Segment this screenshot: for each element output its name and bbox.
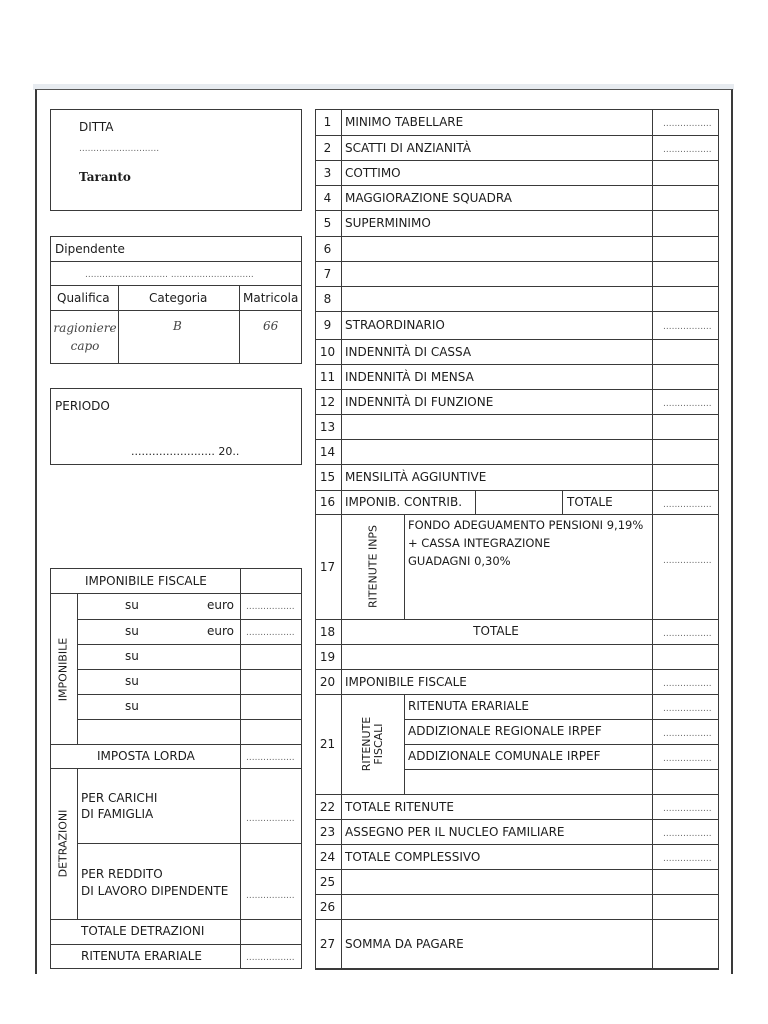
reddito-line-1: PER REDDITO xyxy=(81,867,163,881)
row-divider xyxy=(315,514,719,515)
row-totale-label: TOTALE xyxy=(567,495,613,509)
row-label: MINIMO TABELLARE xyxy=(345,115,464,129)
row-divider xyxy=(315,919,719,920)
row-divider xyxy=(315,311,719,312)
row-divider xyxy=(315,135,719,136)
ditta-box xyxy=(50,109,302,211)
row-divider xyxy=(315,969,719,970)
cell-divider xyxy=(404,719,719,720)
reddito-dots: ................. xyxy=(246,891,295,901)
row-label: SCATTI DI ANZIANITÀ xyxy=(345,140,471,155)
row-number: 13 xyxy=(319,419,336,434)
row-label: TOTALE COMPLESSIVO xyxy=(345,849,481,864)
row-divider xyxy=(315,894,719,895)
ritenute-fiscali-label xyxy=(361,704,385,784)
row-number: 26 xyxy=(319,899,336,914)
cell-divider xyxy=(562,490,563,514)
reddito-line-2: DI LAVORO DIPENDENTE xyxy=(81,884,229,898)
categoria-value: B xyxy=(173,319,182,333)
row-divider xyxy=(315,389,719,390)
row-label: COTTIMO xyxy=(345,165,401,180)
row-divider xyxy=(315,210,719,211)
value-dots: ................. xyxy=(663,704,712,714)
row-number: 4 xyxy=(323,190,332,205)
imponibile-su-5: su xyxy=(125,699,139,713)
row-label: INDENNITÀ DI CASSA xyxy=(345,344,472,359)
row-label: MENSILITÀ AGGIUNTIVE xyxy=(345,470,487,484)
ditta-city: Taranto xyxy=(79,170,131,184)
row-divider xyxy=(315,464,719,465)
row-number: 10 xyxy=(319,344,336,359)
row-divider xyxy=(315,286,719,287)
periodo-date: ........................ 20.. xyxy=(131,445,240,458)
row-label: IMPONIBILE FISCALE xyxy=(345,674,467,689)
row-divider xyxy=(315,490,719,491)
imponibile-euro-1: euro xyxy=(207,598,234,612)
ritenute-inps-label: RITENUTE INPS xyxy=(366,524,379,608)
categoria-header: Categoria xyxy=(149,291,208,305)
row-divider xyxy=(315,869,719,870)
row-number: 24 xyxy=(319,849,336,864)
row-number: 23 xyxy=(319,824,336,839)
imponibile-dots-2: ................. xyxy=(246,628,295,638)
matricola-header: Matricola xyxy=(243,291,299,305)
matricola-value: 66 xyxy=(263,319,279,333)
row-divider xyxy=(315,160,719,161)
row-label: SUPERMINIMO xyxy=(345,216,431,230)
value-dots: ................. xyxy=(663,556,712,566)
inps-line: FONDO ADEGUAMENTO PENSIONI 9,19% xyxy=(408,518,644,532)
value-dots: ................. xyxy=(663,828,712,839)
row-label: TOTALE xyxy=(473,624,519,638)
row-number: 18 xyxy=(319,624,336,639)
row-number: 19 xyxy=(319,649,336,664)
ritenuta-erariale-label: RITENUTA ERARIALE xyxy=(81,949,202,963)
row-number: 5 xyxy=(323,216,332,230)
row-divider xyxy=(315,339,719,340)
value-dots: ................. xyxy=(663,678,712,689)
row-divider xyxy=(315,236,719,237)
row-number: 1 xyxy=(323,115,332,129)
row-divider xyxy=(315,185,719,186)
cell-divider xyxy=(404,744,719,745)
row-divider xyxy=(315,669,719,670)
value-dots: ................. xyxy=(663,629,712,639)
qualifica-header: Qualifica xyxy=(57,291,110,305)
ritenute-fiscali-line: RITENUTE xyxy=(359,716,373,772)
row-divider xyxy=(315,261,719,262)
row-number: 7 xyxy=(323,266,332,281)
row-number: 15 xyxy=(319,470,336,484)
fiscali-sub-label: ADDIZIONALE REGIONALE IRPEF xyxy=(408,724,602,738)
row-number: 16 xyxy=(319,495,336,509)
imposta-lorda-dots: ................. xyxy=(246,753,295,763)
row-divider xyxy=(315,794,719,795)
row-number: 21 xyxy=(319,737,336,751)
row-number: 9 xyxy=(323,318,332,332)
imponibile-su-3: su xyxy=(125,649,139,663)
value-dots: ................. xyxy=(663,853,712,864)
inps-line: GUADAGNI 0,30% xyxy=(408,554,511,568)
imponibile-vertical-label: IMPONIBILE xyxy=(56,637,70,702)
row-label: IMPONIB. CONTRIB. xyxy=(345,495,463,509)
periodo-box xyxy=(50,388,302,465)
value-dots: ................. xyxy=(663,803,712,814)
fiscali-sub-label: ADDIZIONALE COMUNALE IRPEF xyxy=(408,749,601,763)
totale-detrazioni-label: TOTALE DETRAZIONI xyxy=(81,924,205,938)
imponibile-fiscale-label: IMPONIBILE FISCALE xyxy=(85,574,207,588)
row-label: INDENNITÀ DI MENSA xyxy=(345,369,474,384)
row-number: 3 xyxy=(323,165,332,180)
row-number: 25 xyxy=(319,874,336,889)
carichi-dots: ................. xyxy=(246,814,295,824)
dipendente-blank: ............................. ............................. xyxy=(85,270,254,280)
inps-line: + CASSA INTEGRAZIONE xyxy=(408,536,551,550)
row-label: INDENNITÀ DI FUNZIONE xyxy=(345,394,494,409)
row-number: 2 xyxy=(323,140,332,155)
value-dots: ................. xyxy=(663,119,712,129)
row-number: 27 xyxy=(319,937,336,951)
ditta-blank: ............................ xyxy=(79,144,160,154)
row-number: 20 xyxy=(319,674,336,689)
row-label: SOMMA DA PAGARE xyxy=(345,937,464,951)
value-dots: ................. xyxy=(663,322,712,332)
row-divider xyxy=(315,619,719,620)
row-number: 11 xyxy=(319,369,336,384)
cell-divider xyxy=(404,769,719,770)
carichi-line-1: PER CARICHI xyxy=(81,791,158,805)
dipendente-label: Dipendente xyxy=(55,242,125,256)
imponibile-su-1: su xyxy=(125,598,139,612)
cell-divider xyxy=(475,490,476,514)
row-number: 17 xyxy=(319,559,336,574)
ritenuta-erariale-dots: ................. xyxy=(246,953,295,963)
fiscal-box xyxy=(50,568,302,969)
fiscali-sub-label: RITENUTA ERARIALE xyxy=(408,699,529,713)
row-number: 8 xyxy=(323,291,332,306)
row-number: 12 xyxy=(319,394,336,409)
value-dots: ................. xyxy=(663,729,712,739)
imposta-lorda-label: IMPOSTA LORDA xyxy=(97,749,195,763)
row-number: 22 xyxy=(319,799,336,814)
imponibile-su-4: su xyxy=(125,674,139,688)
cell-divider xyxy=(404,514,405,619)
row-label: MAGGIORAZIONE SQUADRA xyxy=(345,190,512,205)
ritenute-fiscali-line: FISCALI xyxy=(371,723,385,765)
dipendente-box xyxy=(50,236,302,364)
imponibile-dots-1: ................. xyxy=(246,602,295,612)
row-divider xyxy=(315,364,719,365)
row-divider xyxy=(315,819,719,820)
value-dots: ................. xyxy=(663,500,712,510)
row-label: STRAORDINARIO xyxy=(345,318,445,332)
row-divider xyxy=(315,844,719,845)
value-dots: ................. xyxy=(663,754,712,764)
row-divider xyxy=(315,439,719,440)
row-label: ASSEGNO PER IL NUCLEO FAMILIARE xyxy=(345,824,565,839)
row-number: 14 xyxy=(319,444,336,459)
row-divider xyxy=(315,414,719,415)
value-dots: ................. xyxy=(663,144,712,155)
row-number: 6 xyxy=(323,241,332,256)
row-divider xyxy=(315,644,719,645)
ditta-label: DITTA xyxy=(79,120,114,134)
imponibile-euro-2: euro xyxy=(207,624,234,638)
row-label: TOTALE RITENUTE xyxy=(345,799,454,814)
carichi-line-2: DI FAMIGLIA xyxy=(81,807,154,821)
imponibile-su-2: su xyxy=(125,624,139,638)
detrazioni-vertical-label: DETRAZIONI xyxy=(56,809,70,878)
periodo-label: PERIODO xyxy=(55,399,110,413)
qualifica-value: ragioniere capo xyxy=(53,321,117,353)
row-divider xyxy=(315,694,719,695)
value-dots: ................. xyxy=(663,398,712,409)
